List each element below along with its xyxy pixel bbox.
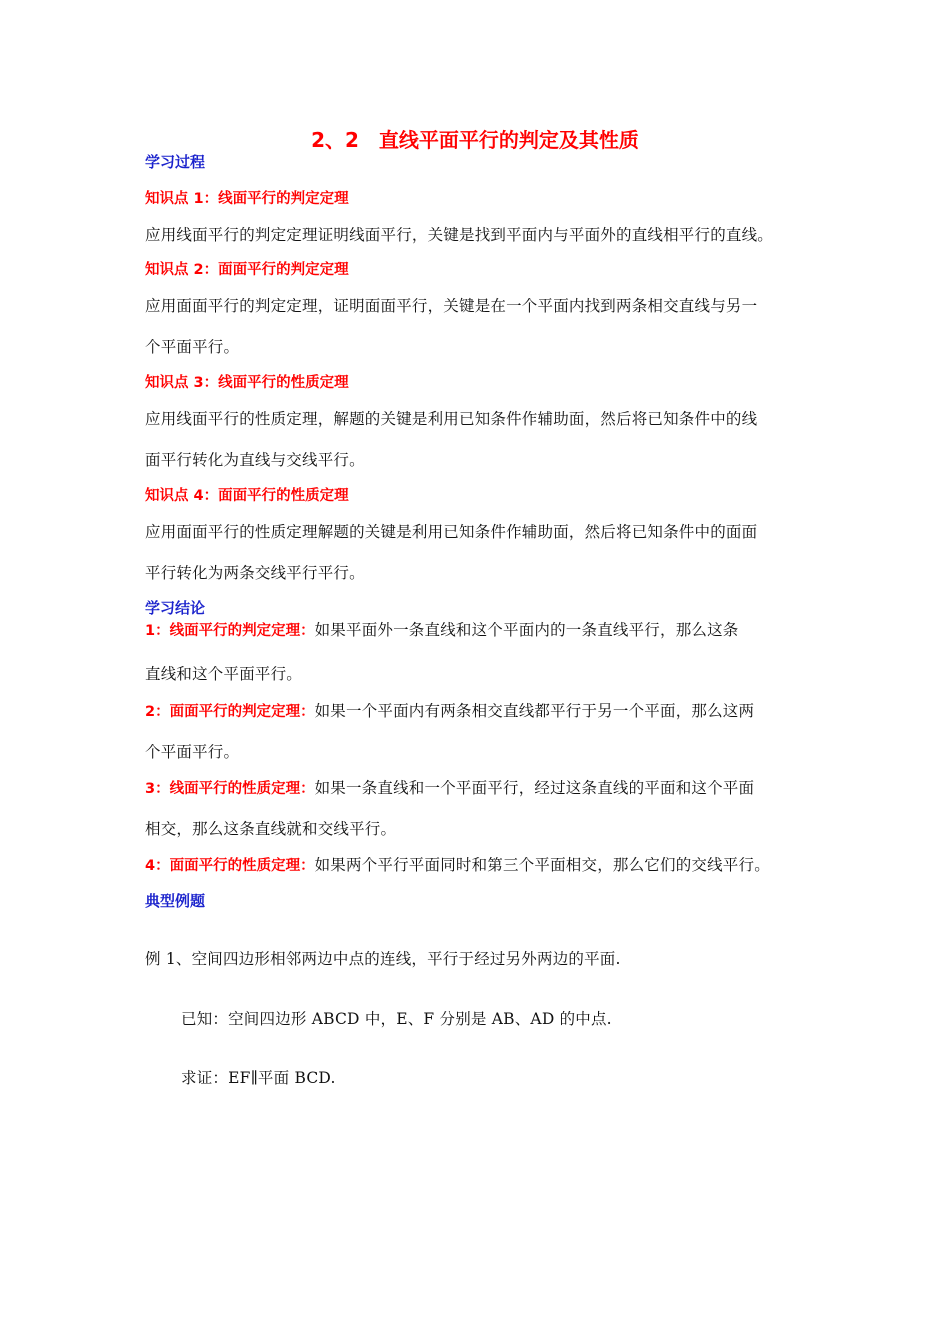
knowledge-point-3-text-line1: 应用线面平行的性质定理，解题的关键是利用已知条件作辅助面，然后将已知条件中的线 [145, 410, 758, 428]
conclusion-item-2 [145, 701, 754, 722]
conclusion-item-1-text-line2: 直线和这个平面平行。 [145, 665, 303, 683]
knowledge-point-3-text-line2: 面平行转化为直线与交线平行。 [145, 451, 365, 469]
page-title: 2、2 直线平面平行的判定及其性质 [311, 128, 639, 152]
section-heading-conclusion: 学习结论 [145, 599, 206, 617]
conclusion-item-1-text: 如果平面外一条直线和这个平面内的一条直线平行，那么这条 [314, 621, 739, 639]
conclusion-item-3-lead: 3：线面平行的性质定理： [145, 781, 315, 797]
knowledge-point-1-text: 应用线面平行的判定定理证明线面平行，关键是找到平面内与平面外的直线相平行的直线。 [145, 226, 774, 244]
example-1-prove: 求证：EF∥平面 BCD. [181, 1069, 336, 1087]
conclusion-item-2-lead: 2：面面平行的判定定理： [145, 704, 315, 720]
conclusion-item-2-text: 如果一个平面内有两条相交直线都平行于另一个平面，那么这两 [314, 702, 755, 720]
conclusion-item-4-text: 如果两个平行平面同时和第三个平面相交，那么它们的交线平行。 [314, 856, 770, 874]
knowledge-point-4-text-line1: 应用面面平行的性质定理解题的关键是利用已知条件作辅助面，然后将已知条件中的面面 [145, 523, 758, 541]
conclusion-item-3 [145, 778, 754, 799]
conclusion-item-1-lead: 1：线面平行的判定定理： [145, 623, 315, 639]
conclusion-item-4-lead: 4：面面平行的性质定理： [145, 858, 315, 874]
knowledge-point-2-text-line1: 应用面面平行的判定定理，证明面面平行，关键是在一个平面内找到两条相交直线与另一 [145, 297, 758, 315]
knowledge-point-2-text-line2: 个平面平行。 [145, 338, 240, 356]
knowledge-point-1-label: 知识点 1：线面平行的判定定理 [145, 191, 349, 207]
knowledge-point-2-label: 知识点 2：面面平行的判定定理 [145, 262, 349, 278]
section-heading-process: 学习过程 [145, 153, 206, 171]
example-1-statement: 例 1、空间四边形相邻两边中点的连线，平行于经过另外两边的平面. [145, 950, 621, 968]
conclusion-item-3-text: 如果一条直线和一个平面平行，经过这条直线的平面和这个平面 [314, 779, 755, 797]
knowledge-point-4-label: 知识点 4：面面平行的性质定理 [145, 488, 349, 504]
example-1-given: 已知：空间四边形 ABCD 中，E、F 分别是 AB、AD 的中点. [181, 1010, 612, 1028]
conclusion-item-3-text-line2: 相交，那么这条直线就和交线平行。 [145, 820, 397, 838]
conclusion-item-2-text-line2: 个平面平行。 [145, 743, 240, 761]
conclusion-item-1 [145, 620, 739, 641]
conclusion-item-4 [145, 855, 770, 876]
section-heading-examples: 典型例题 [145, 892, 206, 910]
knowledge-point-3-label: 知识点 3：线面平行的性质定理 [145, 375, 349, 391]
knowledge-point-4-text-line2: 平行转化为两条交线平行平行。 [145, 564, 365, 582]
